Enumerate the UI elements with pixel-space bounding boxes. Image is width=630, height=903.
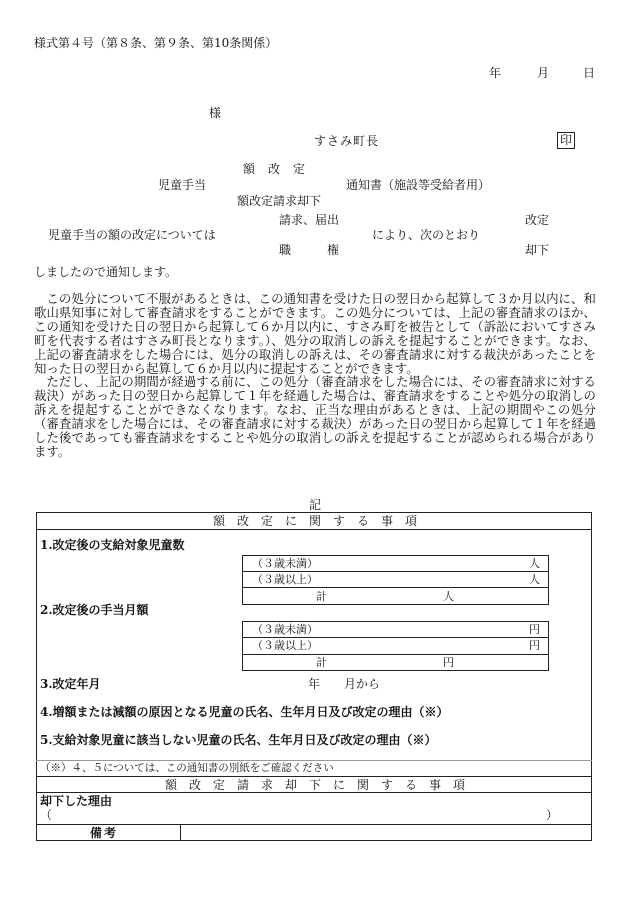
item5-label: 5.支給対象児童に該当しない児童の氏名、生年月日及び改定の理由（※） — [40, 733, 437, 747]
item2-under3-unit: 円 — [529, 623, 540, 636]
item3-label: 3.改定年月 — [40, 677, 101, 691]
intro-closing: しましたので通知します。 — [34, 265, 178, 279]
item1-under3-unit: 人 — [529, 557, 540, 570]
recipient-suffix: 様 — [209, 106, 222, 120]
item1-under3: （３歳未満） — [252, 557, 318, 570]
rejection-table-header: 額 改 定 請 求 却 下 に 関 す る 事 項 — [164, 778, 465, 792]
seal-mark: 印 — [557, 132, 575, 149]
appeal-paragraph-1: この処分について不服があるときは、この通知書を受けた日の翌日から起算して３か月以内に、和歌山県知事に対して審査請求をすることができます。この処分については、上記の審査請求のほか、この通知を受けた日の翌日から起算して６か月以内に、すさみ町を被告として（訴訟においてすさみ町を代表する者はすさみ町長となります。）、処分の取消しの訴えを提起することができます。なお、上記の審査請求をした場合には、処分の取消しの訴えは、その審査請求に対する裁決があったことを知った日の翌日から起算して６か月以内に提起することができます。 — [34, 291, 596, 376]
appeal-paragraph-2: ただし、上記の期間が経過する前に、この処分（審査請求をした場合には、その審査請求に対する裁決）があった日の翌日から起算して１年を経過した場合は、審査請求をすることや処分の取消しの訴えを提起することができなくなります。なお、正当な理由があるときは、上記の期間やこの処分（審査請求をした場合には、その審査請求に対する裁決）があった日の翌日から起算して１年を経過した後であっても審査請求をすることや処分の取消しの訴えを提起することが認められる場合があります。 — [34, 374, 596, 459]
title-option-rejection: 額改定請求却下 — [237, 194, 322, 208]
revision-table-header: 額 改 定 に 関 す る 事 項 — [212, 514, 417, 528]
item2-over3: （３歳以上） — [252, 639, 318, 652]
reason-request: 請求、届出 — [279, 213, 340, 227]
item1-over3: （３歳以上） — [252, 573, 318, 586]
intro-middle: により、次のとおり — [372, 228, 481, 242]
action-reject: 却下 — [525, 243, 550, 257]
item2-label: 2.改定後の手当月額 — [40, 603, 149, 617]
appeal-notice — [34, 292, 596, 459]
item3-value: 年 月から — [308, 677, 381, 691]
ki-mark: 記 — [309, 498, 322, 512]
remarks-label: 備考 — [90, 826, 119, 840]
item4-label: 4.増額または減額の原因となる児童の氏名、生年月日及び改定の理由（※） — [40, 705, 449, 719]
title-option-revision: 額 改 定 — [243, 162, 306, 176]
item2-total-unit: 円 — [443, 656, 454, 669]
form-number: 様式第４号（第８条、第９条、第10条関係） — [34, 36, 278, 50]
reason-paren-close: ） — [546, 808, 559, 822]
date-year: 年 — [489, 66, 502, 80]
item1-label: 1.改定後の支給対象児童数 — [40, 538, 185, 552]
reason-paren-open: （ — [40, 808, 53, 822]
item1-total-unit: 人 — [443, 590, 454, 603]
title-prefix: 児童手当 — [158, 178, 207, 192]
item1-over3-unit: 人 — [529, 573, 540, 586]
item2-total: 計 — [316, 656, 327, 669]
reason-authority: 職 権 — [279, 243, 340, 257]
action-revise: 改定 — [525, 213, 550, 227]
item2-under3: （３歳未満） — [252, 623, 318, 636]
issuer-name: すさみ町長 — [314, 134, 380, 148]
footnote: （※）４、５については、この通知書の別紙をご確認ください — [40, 762, 334, 774]
item1-total: 計 — [316, 590, 327, 603]
intro-lead: 児童手当の額の改定については — [48, 228, 216, 242]
date-month: 月 — [537, 66, 550, 80]
date-day: 日 — [583, 66, 596, 80]
item2-over3-unit: 円 — [529, 639, 540, 652]
title-suffix: 通知書（施設等受給者用） — [346, 178, 491, 192]
rejection-reason-label: 却下した理由 — [40, 794, 113, 808]
